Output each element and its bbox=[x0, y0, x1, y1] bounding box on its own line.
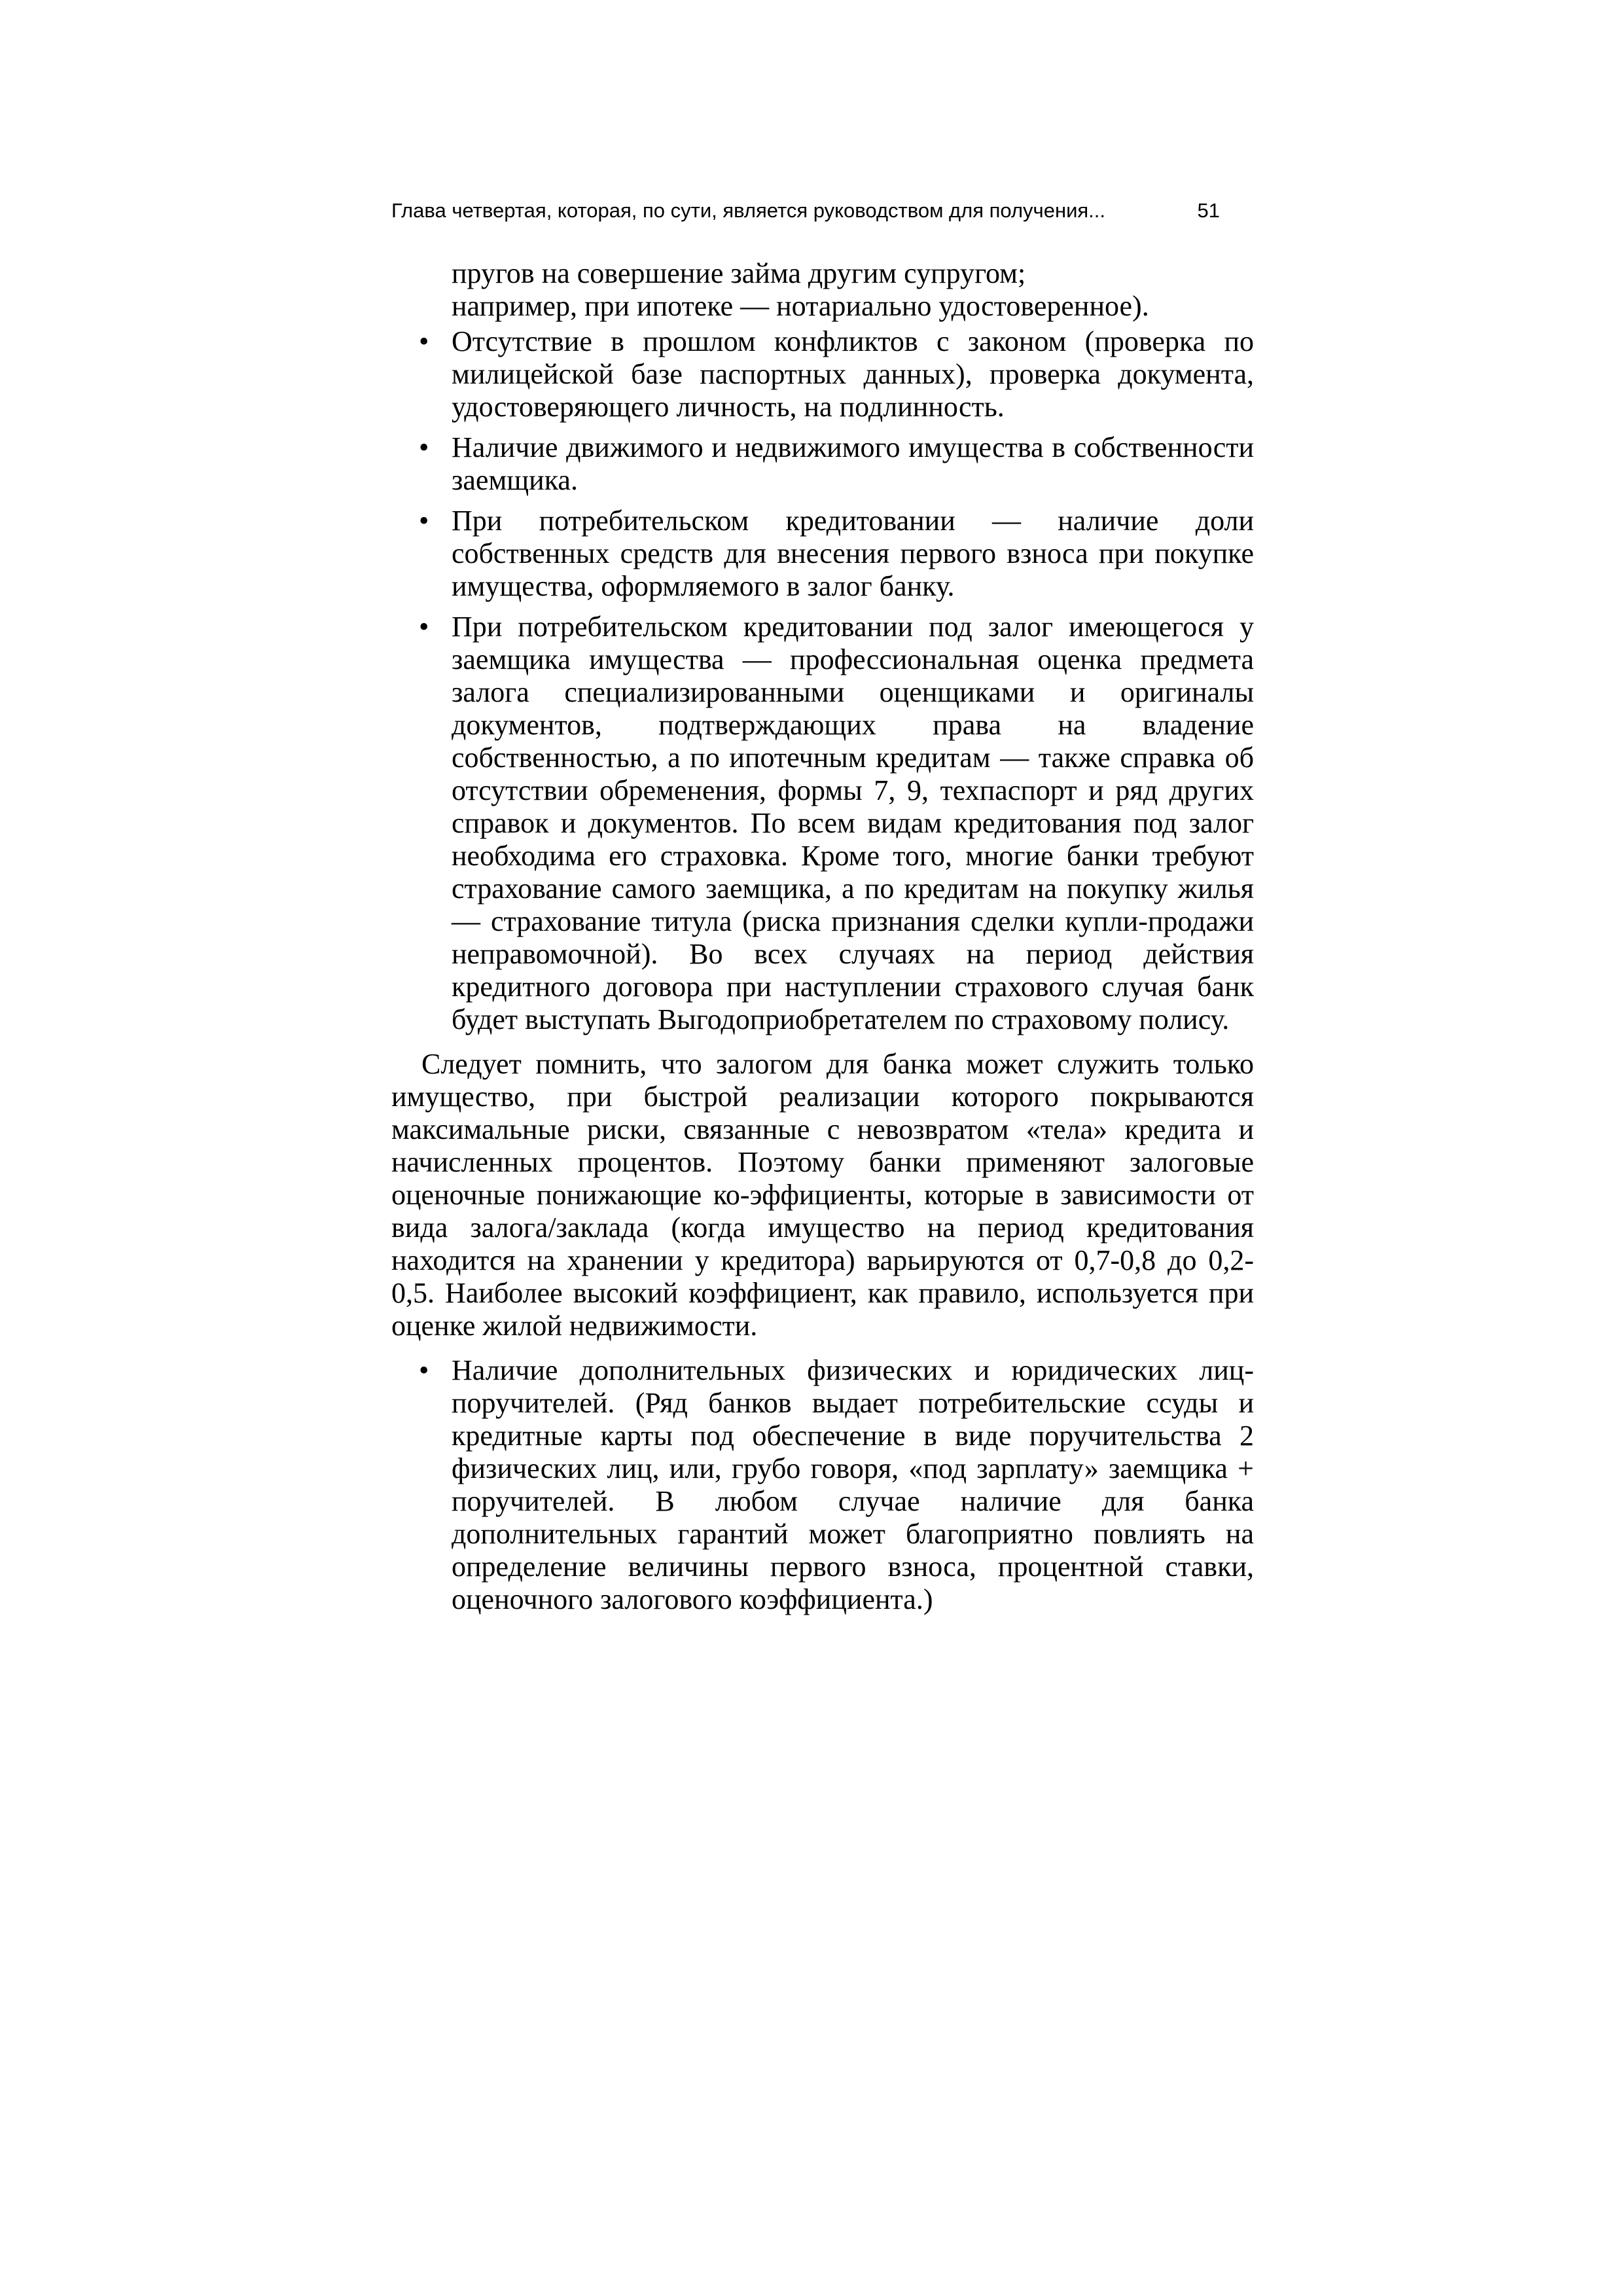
collateral-paragraph: Следует помнить, что залогом для банка может служить только имущество, при быстрой реализации которого покрываются максимальные риски, связанные с невозвратом «тела» кредита и начисленных процентов. Поэтому банки применяют залоговые оценочные понижающие ко-эффициенты, которые в зависимости от вида залога/заклада (когда имущество на период кредитования находится на хранении у кредитора) варьируются от 0,7-0,8 до 0,2-0,5. Наиболее высокий коэффициент, как правило, используется при оценке жилой недвижимости. bbox=[391, 1048, 1254, 1342]
bullet-icon: • bbox=[419, 505, 429, 537]
list-item-text: Наличие движимого и недвижимого имущества в собственности заемщика. bbox=[452, 431, 1254, 496]
bullet-icon: • bbox=[419, 611, 429, 643]
list-item-text: Наличие дополнительных физических и юридических лиц-поручителей. (Ряд банков выдает потребительские ссуды и кредитные карты под обеспечение в виде поручительства 2 физических лиц, или, грубо говоря, «под зарплату» заемщика + поручителей. В любом случае наличие для банка дополнительных гарантий может благоприятно повлиять на определение величины первого взноса, процентной ставки, оценочного залогового коэффициента.) bbox=[452, 1354, 1254, 1615]
guarantors-list bbox=[391, 1354, 1254, 1616]
list-item bbox=[391, 1354, 1254, 1616]
requirements-list bbox=[391, 325, 1254, 1036]
list-item-text: При потребительском кредитовании — наличие доли собственных средств для внесения первого взноса при покупке имущества, оформляемого в залог банку. bbox=[452, 505, 1254, 602]
page-number: 51 bbox=[1197, 199, 1220, 222]
bullet-icon: • bbox=[419, 431, 429, 463]
list-item-text: Отсутствие в прошлом конфликтов с законом (проверка по милицейской базе паспортных данных), проверка документа, удостоверяющего личность, на подлинность. bbox=[452, 325, 1254, 423]
list-item bbox=[391, 505, 1254, 603]
bullet-icon: • bbox=[419, 1354, 429, 1386]
bullet-icon: • bbox=[419, 325, 429, 357]
running-title: Глава четвертая, которая, по сути, является руководством для получения... bbox=[391, 199, 1106, 222]
continuation-line: например, при ипотеке — нотариально удостоверенное). bbox=[452, 290, 1149, 322]
list-item bbox=[391, 611, 1254, 1036]
list-item bbox=[391, 431, 1254, 497]
list-item bbox=[391, 325, 1254, 423]
continued-bullet-text bbox=[452, 257, 1254, 323]
running-header bbox=[391, 196, 1236, 225]
list-item-text: При потребительском кредитовании под залог имеющегося у заемщика имущества — профессиональная оценка предмета залога специализированными оценщиками и оригиналы документов, подтверждающих права на владение собственностью, а по ипотечным кредитам — также справка об отсутствии обременения, формы 7, 9, техпаспорт и ряд других справок и документов. По всем видам кредитования под залог необходима его страховка. Кроме того, многие банки требуют страхование самого заемщика, а по кредитам на покупку жилья — страхование титула (риска признания сделки купли-продажи неправомочной). Во всех случаях на период действия кредитного договора при наступлении страхового случая банк будет выступать Выгодоприобретателем по страховому полису. bbox=[452, 611, 1254, 1035]
page-body bbox=[391, 257, 1254, 1624]
continuation-line: пругов на совершение займа другим супругом; bbox=[452, 257, 1026, 289]
